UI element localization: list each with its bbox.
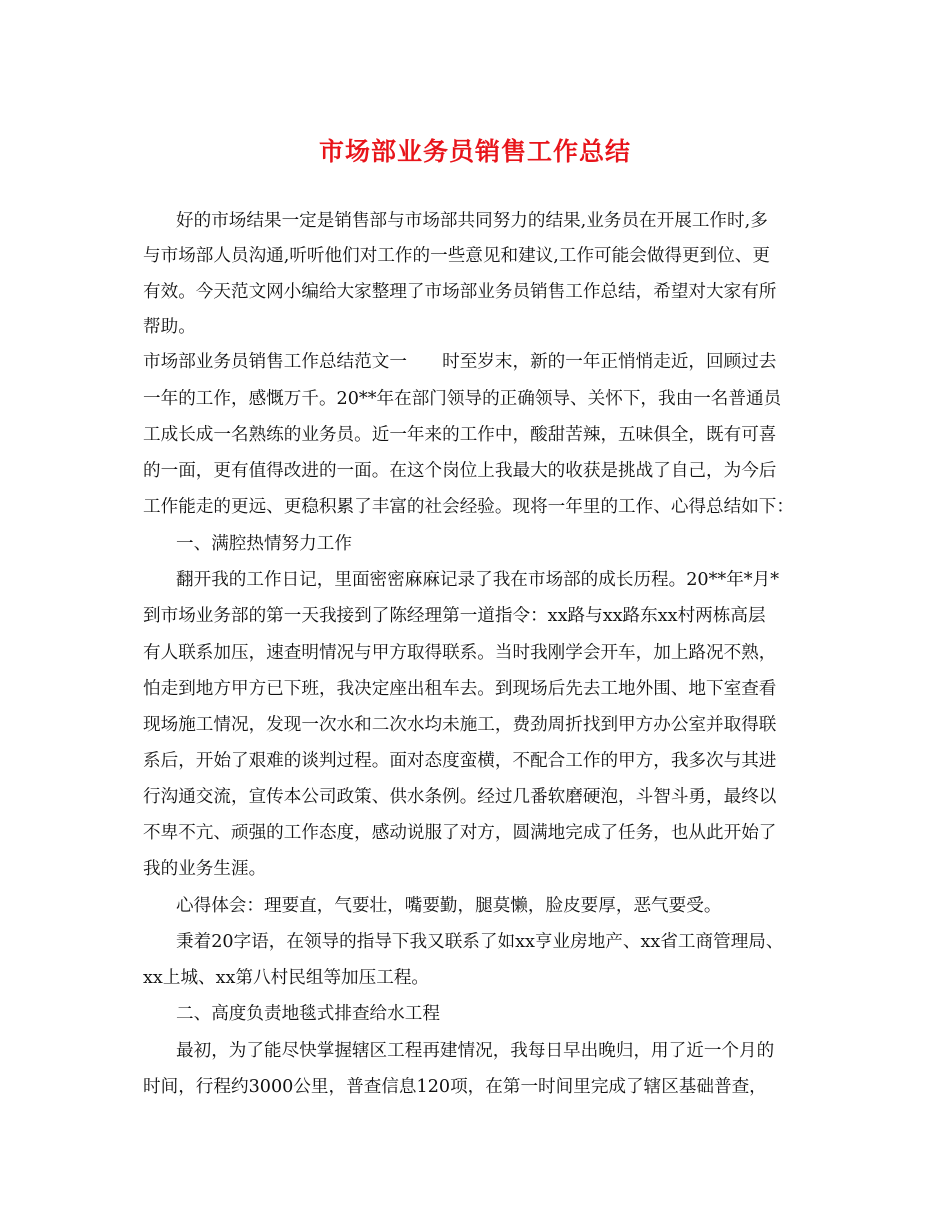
paragraph-line: 工作能走的更远、更稳积累了丰富的社会经验。现将一年里的工作、心得总结如下：: [143, 497, 794, 517]
paragraph-line: 好的市场结果一定是销售部与市场部共同努力的结果,业务员在开展工作时,多: [176, 211, 768, 231]
paragraph-line: 帮助。: [143, 317, 196, 337]
paragraph-line: 一年的工作，感慨万千。20**年在部门领导的正确领导、关怀下，我由一名普通员: [143, 389, 782, 409]
paragraph-line: xx上城、xx第八村民组等加压工程。: [143, 968, 430, 988]
paragraph-line: 最初，为了能尽快掌握辖区工程再建情况，我每日早出晚归，用了近一个月的: [176, 1041, 775, 1061]
paragraph-line: 到市场业务部的第一天我接到了陈经理第一道指令：xx路与xx路东xx村两栋高层: [143, 606, 766, 626]
section-heading: 一、满腔热情努力工作: [176, 534, 352, 554]
paragraph-line: 现场施工情况，发现一次水和二次水均未施工，费劲周折找到甲方办公室并取得联: [143, 715, 777, 735]
paragraph-line: 翻开我的工作日记，里面密密麻麻记录了我在市场部的成长历程。20**年*月*: [176, 570, 779, 590]
paragraph-line: 的一面，更有值得改进的一面。在这个岗位上我最大的收获是挑战了自己，为今后: [143, 461, 777, 481]
paragraph-line: 心得体会：理要直，气要壮，嘴要勤，腿莫懒，脸皮要厚，恶气要受。: [176, 896, 722, 916]
paragraph-line: 我的业务生涯。: [143, 859, 267, 879]
paragraph-line: 与市场部人员沟通,听听他们对工作的一些意见和建议,工作可能会做得更到位、更: [143, 246, 770, 266]
paragraph-line: 市场部业务员销售工作总结范文一 时至岁末，新的一年正悄悄走近，回顾过去: [143, 352, 777, 372]
paragraph-line: 有人联系加压，速查明情况与甲方取得联系。当时我刚学会开车，加上路况不熟，: [143, 643, 777, 663]
paragraph-line: 时间，行程约3000公里，普查信息120项，在第一时间里完成了辖区基础普查，: [143, 1077, 767, 1097]
paragraph-line: 系后，开始了艰难的谈判过程。面对态度蛮横，不配合工作的甲方，我多次与其进: [143, 751, 777, 771]
paragraph-line: 行沟通交流，宣传本公司政策、供水条例。经过几番软磨硬泡，斗智斗勇，最终以: [143, 787, 777, 807]
paragraph-line: 怕走到地方甲方已下班，我决定座出租车去。到现场后先去工地外围、地下室查看: [143, 679, 777, 699]
section-heading: 二、高度负责地毯式排查给水工程: [176, 1004, 440, 1024]
paragraph-line: 秉着20字语，在领导的指导下我又联系了如xx亨业房地产、xx省工商管理局、: [176, 932, 784, 952]
paragraph-line: 不卑不亢、顽强的工作态度，感动说服了对方，圆满地完成了任务，也从此开始了: [143, 823, 777, 843]
document-title: 市场部业务员销售工作总结: [318, 137, 631, 166]
paragraph-line: 有效。今天范文网小编给大家整理了市场部业务员销售工作总结，希望对大家有所: [143, 282, 777, 302]
paragraph-line: 工成长成一名熟练的业务员。近一年来的工作中，酸甜苦辣，五味俱全，既有可喜: [143, 425, 777, 445]
